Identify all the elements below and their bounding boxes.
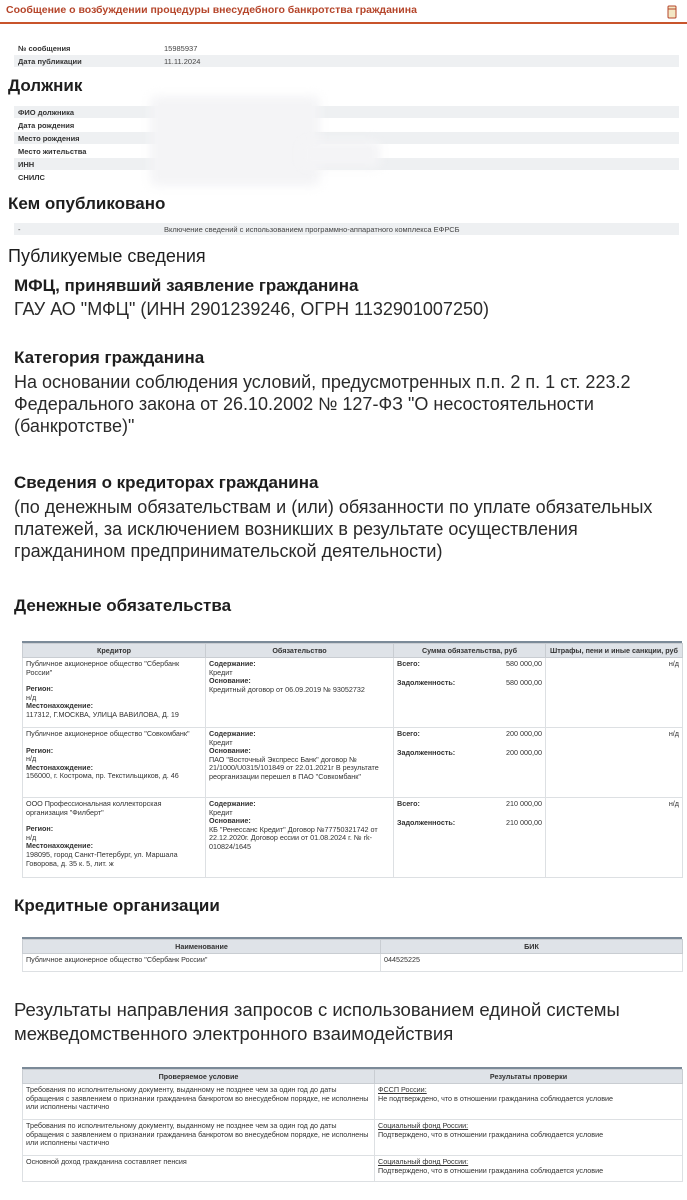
sum-cell bbox=[394, 798, 546, 878]
bookmark-icon[interactable] bbox=[665, 5, 679, 19]
content-value: Кредит bbox=[209, 807, 233, 817]
org-name: Публичное акционерное общество "Сбербанк России" bbox=[23, 954, 381, 972]
content-label: Содержание: bbox=[209, 729, 256, 738]
debtor-heading: Должник bbox=[8, 76, 83, 95]
mfc-body: ГАУ АО "МФЦ" (ИНН 2901239246, ОГРН 1132901007250) bbox=[14, 299, 489, 319]
obligation-cell bbox=[206, 658, 394, 728]
creditor-name: Публичное акционерное общество "Сбербанк России" bbox=[26, 659, 180, 677]
creditors-info-body: (по денежным обязательствам и (или) обязанности по уплате обязательных платежей, за исключением возникших в результате осуществления гражданином предпринимательской деятельности) bbox=[14, 497, 653, 561]
org-bik: 044525225 bbox=[381, 954, 683, 972]
publish-date-label: Дата публикации bbox=[18, 57, 82, 66]
credit-orgs-table bbox=[22, 939, 683, 972]
message-info bbox=[14, 42, 679, 68]
region-label: Регион: bbox=[26, 745, 54, 755]
basis-label: Основание: bbox=[209, 816, 251, 826]
table-row bbox=[23, 798, 683, 878]
location-value: 117312, Г.МОСКВА, УЛИЦА ВАВИЛОВА, Д. 19 bbox=[26, 709, 179, 719]
publish-date-row bbox=[14, 55, 679, 68]
region-label: Регион: bbox=[26, 824, 54, 834]
basis-value: Кредитный договор от 06.09.2019 № 93052732 bbox=[209, 684, 365, 694]
page-title: Сообщение о возбуждении процедуры внесудебного банкротства гражданина bbox=[6, 4, 417, 16]
col-creditor: Кредитор bbox=[23, 644, 206, 658]
content-value: Кредит bbox=[209, 667, 233, 677]
debt-value: 580 000,00 bbox=[506, 677, 542, 687]
mfc-title: МФЦ, принявший заявление гражданина bbox=[14, 276, 359, 295]
residence-label: Место жительства bbox=[18, 147, 87, 156]
result-text: Подтверждено, что в отношении гражданина соблюдается условие bbox=[378, 1165, 604, 1175]
col-name: Наименование bbox=[23, 940, 381, 954]
redaction-blur bbox=[150, 96, 320, 186]
table-row bbox=[23, 658, 683, 728]
col-sum: Сумма обязательства, руб bbox=[394, 644, 546, 658]
publisher-info bbox=[14, 223, 679, 236]
sum-cell bbox=[394, 658, 546, 728]
basis-value: КБ "Ренессанс Кредит" Договор №77750321742 от 22.12.2020г. Договор ессии от 01.08.2024 г. № rk-010824/1645 bbox=[209, 824, 378, 851]
creditor-name: ООО Профессиональная коллекторская организация "Филберт" bbox=[26, 799, 162, 817]
result-cell bbox=[375, 1084, 683, 1120]
source-link-sfr[interactable]: Социальный фонд России: bbox=[378, 1157, 469, 1166]
birth-place-label: Место рождения bbox=[18, 134, 80, 143]
category-body: На основании соблюдения условий, предусмотренных п.п. 2 п. 1 ст. 223.2 Федерального закона от 26.10.2002 № 127-ФЗ "О несостоятельности (банкротстве)" bbox=[14, 372, 631, 436]
title-bar bbox=[0, 0, 687, 24]
publisher-value: Включение сведений с использованием программно-аппаратного комплекса ЕФРСБ bbox=[164, 225, 460, 234]
condition-cell: Требования по исполнительному документу, выданному не позднее чем за один год до даты обращения с заявлением о признании гражданина банкротом во внесудебном порядке, не исполнены или исполнены частично bbox=[23, 1084, 375, 1120]
money-obligations-table bbox=[22, 643, 683, 878]
publish-date-value: 11.11.2024 bbox=[164, 57, 201, 66]
result-cell bbox=[375, 1120, 683, 1156]
fines-cell: н/д bbox=[546, 658, 683, 728]
creditors-info-title: Сведения о кредиторах гражданина bbox=[14, 473, 319, 492]
obligation-cell bbox=[206, 798, 394, 878]
total-label: Всего: bbox=[397, 659, 420, 668]
fines-cell: н/д bbox=[546, 728, 683, 798]
obligation-cell bbox=[206, 728, 394, 798]
region-value: н/д bbox=[26, 832, 37, 842]
inn-label: ИНН bbox=[18, 160, 35, 169]
table-row bbox=[23, 728, 683, 798]
snils-label: СНИЛС bbox=[18, 173, 45, 182]
category-title: Категория гражданина bbox=[14, 348, 205, 367]
message-number-row bbox=[14, 42, 679, 55]
basis-value: ПАО "Восточный Экспресс Банк" договор № 21/1000/U0315/101849 от 22.01.2021г В результате реорганизации перешел в ПАО "Совкомбанк" bbox=[209, 754, 379, 781]
debt-value: 200 000,00 bbox=[506, 747, 542, 757]
table-row bbox=[23, 1156, 683, 1182]
creditor-name: Публичное акционерное общество "Совкомбанк" bbox=[26, 729, 190, 738]
snils-row bbox=[14, 171, 679, 184]
table-row bbox=[23, 1084, 683, 1120]
condition-cell: Основной доход гражданина составляет пенсия bbox=[23, 1156, 375, 1182]
location-label: Местонахождение: bbox=[26, 841, 93, 851]
total-value: 210 000,00 bbox=[506, 799, 542, 808]
creditor-cell bbox=[23, 728, 206, 798]
col-result: Результаты проверки bbox=[375, 1070, 683, 1084]
debt-label: Задолженность: bbox=[397, 817, 456, 827]
location-value: 156000, г. Кострома, пр. Текстильщиков, д. 46 bbox=[26, 771, 179, 781]
col-obligation: Обязательство bbox=[206, 644, 394, 658]
location-label: Местонахождение: bbox=[26, 701, 93, 711]
sum-cell bbox=[394, 728, 546, 798]
fines-cell: н/д bbox=[546, 798, 683, 878]
content-label: Содержание: bbox=[209, 799, 256, 808]
table-header-row bbox=[23, 940, 683, 954]
table-header-row bbox=[23, 644, 683, 658]
creditor-cell bbox=[23, 798, 206, 878]
table-row bbox=[23, 1120, 683, 1156]
location-label: Местонахождение: bbox=[26, 762, 93, 772]
total-value: 580 000,00 bbox=[506, 659, 542, 668]
creditor-cell bbox=[23, 658, 206, 728]
birth-date-label: Дата рождения bbox=[18, 121, 75, 130]
condition-cell: Требования по исполнительному документу, выданному не позднее чем за один год до даты обращения с заявлением о признании гражданина банкротом во внесудебном порядке, не исполнены или исполнены частично bbox=[23, 1120, 375, 1156]
source-link-sfr[interactable]: Социальный фонд России: bbox=[378, 1121, 469, 1130]
money-obligations-heading: Денежные обязательства bbox=[14, 596, 232, 615]
publisher-heading: Кем опубликовано bbox=[8, 194, 166, 213]
birth-date-row bbox=[14, 119, 679, 132]
message-number-value: 15985937 bbox=[164, 44, 198, 53]
result-cell bbox=[375, 1156, 683, 1182]
debtor-name-row bbox=[14, 106, 679, 119]
basis-label: Основание: bbox=[209, 746, 251, 756]
debt-label: Задолженность: bbox=[397, 677, 456, 687]
table-row bbox=[23, 954, 683, 972]
location-value: 198095, город Санкт-Петербург, ул. Маршала Говорова, д. 35 к. 5, лит. ж bbox=[26, 849, 178, 868]
published-heading: Публикуемые сведения bbox=[8, 246, 206, 266]
debtor-name-label: ФИО должника bbox=[18, 108, 75, 117]
basis-label: Основание: bbox=[209, 676, 251, 686]
content-label: Содержание: bbox=[209, 659, 256, 668]
source-link-fssp[interactable]: ФССП России: bbox=[378, 1085, 427, 1094]
region-label: Регион: bbox=[26, 684, 54, 694]
region-value: н/д bbox=[26, 754, 37, 764]
col-fines: Штрафы, пени и иные санкции, руб bbox=[546, 644, 683, 658]
total-value: 200 000,00 bbox=[506, 729, 542, 738]
result-text: Подтверждено, что в отношении гражданина соблюдается условие bbox=[378, 1129, 604, 1139]
debt-label: Задолженность: bbox=[397, 747, 456, 757]
redaction-blur-small bbox=[300, 140, 380, 168]
requests-heading: Результаты направления запросов с использованием единой системы межведомственного электронного взаимодействия bbox=[14, 999, 620, 1044]
debt-value: 210 000,00 bbox=[506, 817, 542, 827]
result-text: Не подтверждено, что в отношении гражданина соблюдается условие bbox=[378, 1093, 614, 1103]
total-label: Всего: bbox=[397, 729, 420, 738]
publisher-dash: - bbox=[18, 225, 21, 234]
col-condition: Проверяемое условие bbox=[23, 1070, 375, 1084]
message-number-label: № сообщения bbox=[18, 44, 71, 53]
table-header-row bbox=[23, 1070, 683, 1084]
total-label: Всего: bbox=[397, 799, 420, 808]
region-value: н/д bbox=[26, 692, 37, 702]
publisher-row bbox=[14, 223, 679, 236]
requests-table bbox=[22, 1069, 683, 1182]
credit-orgs-heading: Кредитные организации bbox=[14, 896, 220, 915]
content-value: Кредит bbox=[209, 737, 233, 747]
col-bik: БИК bbox=[381, 940, 683, 954]
